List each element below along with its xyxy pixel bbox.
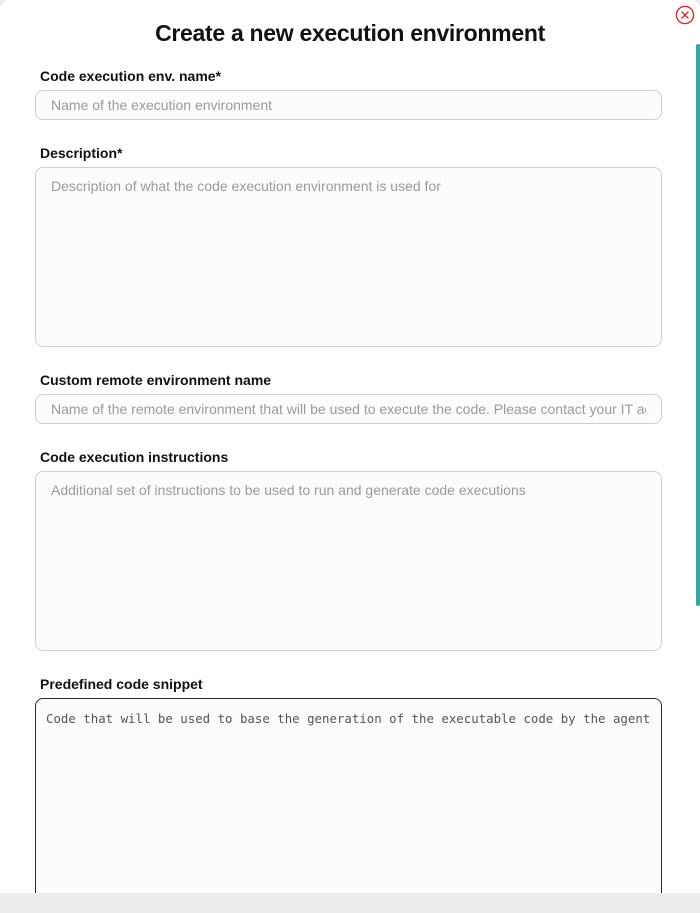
modal-bottom-edge xyxy=(0,893,700,913)
instructions-label: Code execution instructions xyxy=(40,449,229,465)
remote-env-label: Custom remote environment name xyxy=(40,372,272,388)
description-label: Description* xyxy=(40,145,123,161)
description-textarea[interactable] xyxy=(35,167,662,347)
instructions-textarea[interactable] xyxy=(35,471,662,651)
env-name-label: Code execution env. name* xyxy=(40,68,222,84)
env-name-input[interactable] xyxy=(35,90,662,120)
code-snippet-textarea[interactable] xyxy=(35,698,662,913)
modal-title: Create a new execution environment xyxy=(155,20,545,46)
scrollbar-thumb[interactable] xyxy=(696,44,700,606)
code-snippet-label: Predefined code snippet xyxy=(40,676,203,692)
remote-env-input[interactable] xyxy=(35,394,662,424)
